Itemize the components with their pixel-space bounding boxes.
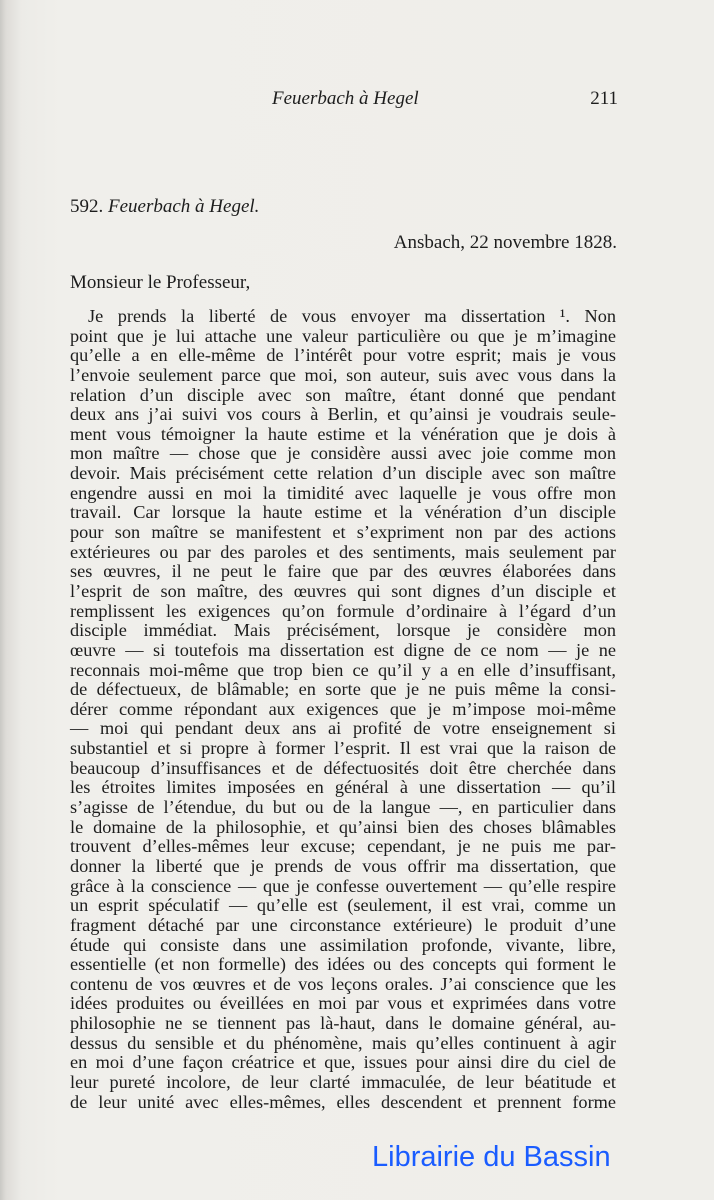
text-line: leur pureté incolore, de leur clarté immaculée, de leur béatitude et [70, 1071, 616, 1092]
text-line: Je prends la liberté de vous envoyer ma dissertation ¹. Non [88, 306, 616, 326]
text-line: l’esprit de son maître, des œuvres qui sont dignes d’un disciple et [70, 580, 616, 601]
text-line: point que je lui attache une valeur particulière ou que je m’imagine [70, 325, 616, 346]
text-line: donner la liberté que je prends de vous offrir ma dissertation, que [70, 855, 616, 876]
letter-number: 592. [70, 196, 104, 217]
text-line: l’envoie seulement parce que moi, son auteur, suis avec vous dans la [70, 364, 616, 385]
text-line: remplissent les exigences qu’on formule d’ordinaire à l’égard d’un [70, 600, 616, 621]
text-line: reconnais moi-même que trop bien ce qu’il y a en elle d’insuffisant, [70, 659, 616, 680]
text-line: idées produites ou éveillées en moi par vous et exprimées dans votre [70, 993, 616, 1014]
text-line: s’agisse de l’étendue, du but ou de la langue —, en particulier dans [70, 797, 616, 818]
text-line: contenu de vos œuvres et de vos leçons orales. J’ai conscience que les [70, 973, 616, 994]
text-line: essentielle (et non formelle) des idées ou des concepts qui forment le [70, 954, 616, 975]
letter-title: Feuerbach à Hegel. [108, 196, 260, 217]
text-line: œuvre — si toutefois ma dissertation est digne de ce nom — je ne [70, 639, 616, 660]
text-line: le domaine de la philosophie, et qu’ainsi bien des choses blâmables [70, 816, 616, 837]
watermark: Librairie du Bassin [372, 1141, 611, 1173]
text-line: substantiel et si propre à former l’esprit. Il est vrai que la raison de [70, 738, 616, 759]
text-line: fragment détaché par une circonstance extérieure) le produit d’une [70, 914, 616, 935]
text-line: étude qui consiste dans une assimilation profonde, vivante, libre, [70, 934, 616, 955]
running-title: Feuerbach à Hegel [272, 88, 419, 109]
text-line: travail. Car lorsque la haute estime et la vénération d’un disciple [70, 502, 616, 523]
text-line: relation d’un disciple avec son maître, étant donné que pendant [70, 384, 616, 405]
text-line: engendre aussi en moi la timidité avec laquelle je vous offre mon [70, 482, 616, 503]
text-line: les étroites limites imposées en général à une dissertation — qu’il [70, 777, 616, 798]
text-line: pour son maître se manifestent et s’expriment non par des actions [70, 522, 616, 543]
page-number: 211 [590, 88, 618, 109]
text-line: dessus du sensible et du phénomène, mais qu’elles continuent à agir [70, 1032, 616, 1053]
text-line: devoir. Mais précisément cette relation d’un disciple avec son maître [70, 463, 616, 484]
text-line: dérer comme répondant aux exigences que je m’impose moi-même [70, 698, 616, 719]
text-line: grâce à la conscience — que je confesse ouvertement — qu’elle respire [70, 875, 616, 896]
text-line: mon maître — chose que je considère aussi avec joie comme mon [70, 443, 616, 464]
text-line: en moi d’une façon créatrice et que, issues pour ainsi dire du ciel de [70, 1052, 616, 1073]
text-line: trouvent d’elles-mêmes leur excuse; cependant, je ne puis me par- [70, 836, 616, 857]
letter-body [70, 307, 616, 1112]
text-line: extérieures ou par des paroles et des sentiments, mais seulement par [70, 541, 616, 562]
text-line: philosophie ne se tiennent pas là-haut, dans le domaine général, au- [70, 1013, 616, 1034]
text-line: ment vous témoigner la haute estime et la vénération que je dois à [70, 423, 616, 444]
text-line: de leur unité avec elles-mêmes, elles descendent et prennent forme [70, 1091, 616, 1112]
text-line: qu’elle a en elle-même de l’intérêt pour votre esprit; mais je vous [70, 345, 616, 366]
text-line: — moi qui pendant deux ans ai profité de votre enseignement si [70, 718, 616, 739]
letter-heading [70, 196, 259, 218]
salutation: Monsieur le Professeur, [70, 272, 251, 293]
text-line: ses œuvres, il ne peut le faire que par des œuvres élaborées dans [70, 561, 616, 582]
text-line: un esprit spéculatif — qu’elle est (seulement, il est vrai, comme un [70, 895, 616, 916]
text-line: beaucoup d’insuffisances et de défectuosités doit être cherchée dans [70, 757, 616, 778]
text-line: de défectueux, de blâmable; en sorte que je ne puis même la consi- [70, 679, 616, 700]
text-line: disciple immédiat. Mais précisément, lorsque je considère mon [70, 620, 616, 641]
text-line: deux ans j’ai suivi vos cours à Berlin, et qu’ainsi je voudrais seule- [70, 404, 616, 425]
place-date: Ansbach, 22 novembre 1828. [393, 232, 617, 253]
page-header [70, 88, 618, 114]
